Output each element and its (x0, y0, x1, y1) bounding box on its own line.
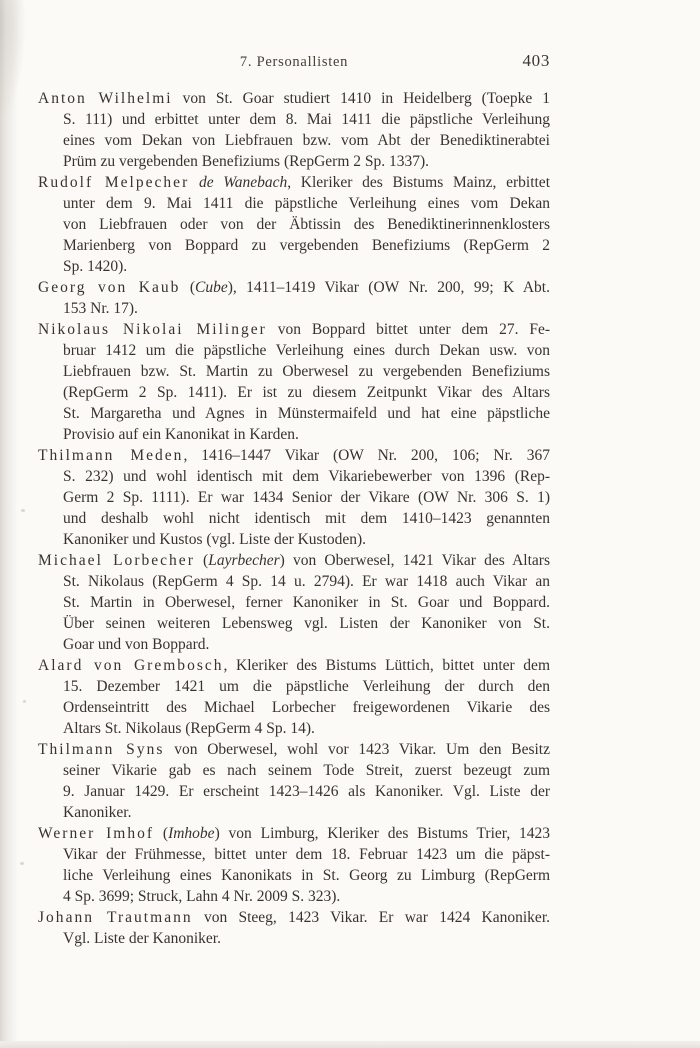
text-line (63, 487, 550, 508)
text-line (63, 844, 550, 865)
body-text: Kanoniker. (63, 804, 132, 821)
scan-left-edge-shadow (0, 0, 18, 1048)
page-content (38, 51, 551, 949)
scan-speck (21, 509, 25, 512)
body-text: , Kleriker des Bistums Mainz, erbittet (287, 174, 550, 191)
body-text: bruar 1412 um die päpstliche Verleihung eines durch Dekan usw. von (63, 342, 550, 359)
body-text: S. 232) und wohl identisch mit dem Vikariebewerber von 1396 (Rep- (63, 468, 550, 485)
body-text: , Kleriker des Bistums Lüttich, bittet unter dem (223, 657, 550, 674)
text-line (63, 718, 550, 739)
body-text: Vikar der Frühmesse, bittet unter dem 18. Februar 1423 um die päpst- (63, 846, 550, 863)
person-name: Nikolaus Nikolai Milinger (38, 321, 267, 338)
body-text: Provisio auf ein Kanonikat in Karden. (63, 426, 299, 443)
person-name: Rudolf Melpecher (38, 174, 190, 191)
text-line (38, 907, 550, 928)
text-line (63, 298, 550, 319)
scan-speck (23, 700, 26, 703)
person-entry (38, 823, 550, 907)
body-text: von Steeg, 1423 Vikar. Er war 1424 Kanoniker. (192, 909, 550, 926)
text-line (63, 760, 550, 781)
text-line (63, 340, 550, 361)
text-line (38, 88, 550, 109)
italic-text: Layrbecher (208, 552, 280, 569)
person-name: Georg von Kaub (38, 279, 181, 296)
body-text: ) von Oberwesel, 1421 Vikar des Altars (279, 552, 550, 569)
person-name: Alard von Grembosch (38, 657, 224, 674)
body-text: ) von Limburg, Kleriker des Bistums Trier, 1423 (214, 825, 551, 842)
text-line (63, 361, 550, 382)
text-line (38, 277, 550, 298)
body-text: von Oberwesel, wohl vor 1423 Vikar. Um den Besitz (164, 741, 550, 758)
body-text: seiner Vikarie gab es nach seinem Tode Streit, zuerst bezeugt zum (63, 762, 550, 779)
body-text: von St. Goar studiert 1410 in Heidelberg (Toepke 1 (172, 90, 550, 107)
body-text: Prüm zu vergebenden Benefiziums (RepGerm 2 Sp. 1337). (63, 153, 430, 170)
page-header (38, 51, 550, 74)
running-head: 7. Personallisten (239, 54, 349, 70)
body-text: und deshalb wohl nicht identisch mit dem 1410–1423 genannten (63, 510, 550, 527)
text-line (63, 130, 550, 151)
body-text: Altars St. Nikolaus (RepGerm 4 Sp. 14). (63, 720, 315, 737)
body-text: ), 1411–1419 Vikar (OW Nr. 200, 99; K Abt. (227, 279, 550, 296)
body-text: eines vom Dekan von Liebfrauen bzw. vom Abt der Benediktinerabtei (63, 132, 550, 149)
text-line (38, 739, 550, 760)
text-line (38, 823, 550, 844)
text-line (63, 697, 550, 718)
text-line (63, 781, 550, 802)
person-entry (38, 319, 550, 445)
text-line (63, 466, 550, 487)
scan-corner-smudge (0, 0, 26, 120)
text-line (63, 109, 550, 130)
body-text: 4 Sp. 3699; Struck, Lahn 4 Nr. 2009 S. 323). (63, 888, 341, 905)
person-entry (38, 172, 550, 277)
body-text: ( (180, 279, 195, 296)
italic-text: Cube (194, 279, 228, 296)
body-text: liche Verleihung eines Kanonikats in St. Georg zu Limburg (RepGerm (63, 867, 550, 884)
body-text: Marienberg von Boppard zu vergebenden Benefiziums (RepGerm 2 (63, 237, 550, 254)
body-text (189, 174, 199, 191)
person-name: Werner Imhof (38, 825, 155, 842)
person-entry (38, 907, 550, 949)
body-text: Ordenseintritt des Michael Lorbecher freigewordenen Vikarie des (63, 699, 550, 716)
text-line (63, 571, 550, 592)
text-line (63, 508, 550, 529)
body-text: Liebfrauen bzw. St. Martin zu Oberwesel zu vergebenden Benefiziums (63, 363, 550, 380)
body-text: (RepGerm 2 Sp. 1411). Er ist zu diesem Zeitpunkt Vikar des Altars (63, 384, 550, 401)
person-name: Johann Trautmann (38, 909, 193, 926)
person-name: Anton Wilhelmi (38, 90, 173, 107)
body-text: Vgl. Liste der Kanoniker. (63, 930, 221, 947)
text-line (38, 445, 550, 466)
person-entry (38, 550, 550, 655)
text-line (63, 151, 550, 172)
scan-speck (20, 862, 24, 865)
italic-text: de Wanebach (198, 174, 288, 191)
text-line (63, 928, 550, 949)
person-name: Thilmann Meden (38, 447, 184, 464)
body-text: von Liebfrauen oder von der Äbtissin des Benediktinerinnenklosters (63, 216, 550, 233)
text-line (63, 193, 550, 214)
body-text: 153 Nr. 17). (63, 300, 138, 317)
person-entry (38, 655, 550, 739)
body-text: , 1416–1447 Vikar (OW Nr. 200, 106; Nr. 367 (183, 447, 550, 464)
person-entry (38, 277, 550, 319)
person-name: Michael Lorbecher (38, 552, 195, 569)
text-line (63, 382, 550, 403)
body-text: Kanoniker und Kustos (vgl. Liste der Kustoden). (63, 531, 367, 548)
body-text: Goar und von Boppard. (63, 636, 210, 653)
text-line (63, 865, 550, 886)
body-text: St. Martin in Oberwesel, ferner Kanoniker in St. Goar und Boppard. (63, 594, 550, 611)
body-text: S. 111) und erbittet unter dem 8. Mai 1411 die päpstliche Verleihung (63, 111, 550, 128)
text-line (38, 319, 550, 340)
text-line (63, 529, 550, 550)
entry-list (38, 88, 550, 949)
text-line (38, 550, 550, 571)
text-line (63, 613, 550, 634)
italic-text: Imhobe (168, 825, 215, 842)
text-line (63, 403, 550, 424)
person-entry (38, 739, 550, 823)
body-text: unter dem 9. Mai 1411 die päpstliche Verleihung eines vom Dekan (63, 195, 550, 212)
body-text: St. Nikolaus (RepGerm 4 Sp. 14 u. 2794). Er war 1418 auch Vikar an (63, 573, 550, 590)
body-text: ( (154, 825, 169, 842)
person-name: Thilmann Syns (38, 741, 165, 758)
text-line (63, 802, 550, 823)
text-line (63, 592, 550, 613)
text-line (38, 655, 550, 676)
text-line (63, 214, 550, 235)
text-line (63, 676, 550, 697)
person-entry (38, 445, 550, 550)
body-text: 15. Dezember 1421 um die päpstliche Verleihung der durch den (63, 678, 550, 695)
text-line (38, 172, 550, 193)
body-text: 9. Januar 1429. Er erscheint 1423–1426 als Kanoniker. Vgl. Liste der (63, 783, 550, 800)
text-line (63, 256, 550, 277)
body-text: Germ 2 Sp. 1111). Er war 1434 Senior der Vikare (OW Nr. 306 S. 1) (63, 489, 550, 506)
text-line (63, 886, 550, 907)
text-line (63, 424, 550, 445)
page-number: 403 (522, 51, 550, 70)
body-text: Über seinen weiteren Lebensweg vgl. Listen der Kanoniker von St. (63, 615, 550, 632)
body-text: von Boppard bittet unter dem 27. Fe- (266, 321, 550, 338)
person-entry (38, 88, 550, 172)
body-text: St. Margaretha und Agnes in Münstermaifeld und hat eine päpstliche (63, 405, 550, 422)
text-line (63, 235, 550, 256)
text-line (63, 634, 550, 655)
body-text: ( (194, 552, 209, 569)
body-text: Sp. 1420). (63, 258, 128, 275)
scan-bottom-edge-strip (0, 1041, 700, 1048)
